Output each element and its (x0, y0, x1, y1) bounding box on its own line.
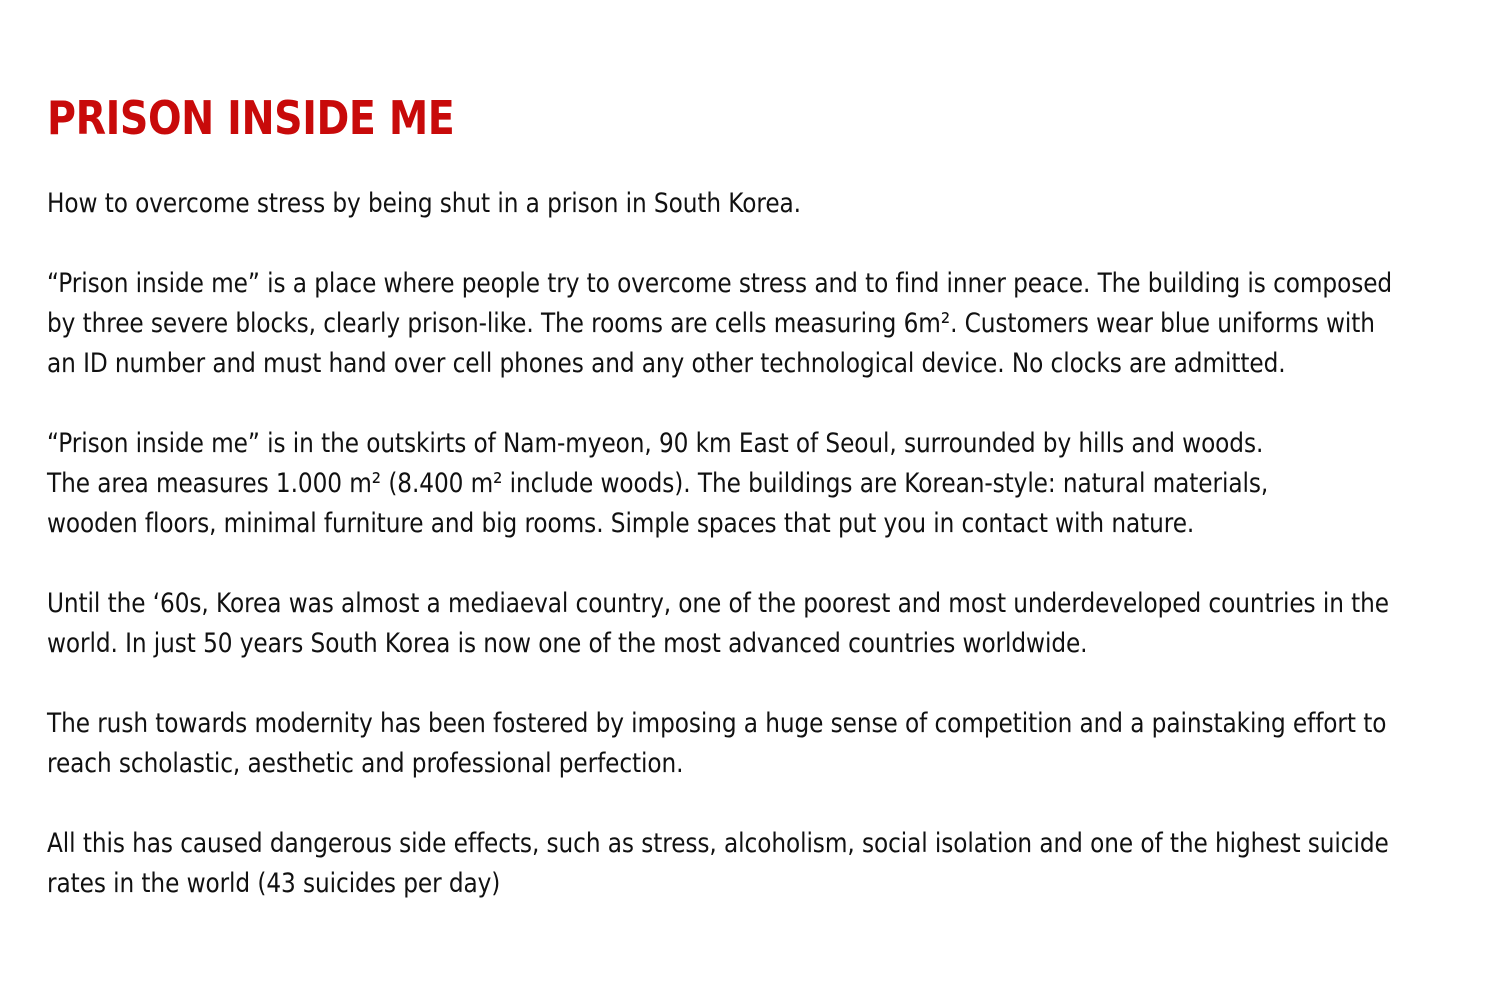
paragraph-line: Until the ‘60s, Korea was almost a mediaeval country, one of the poorest and most underdeveloped countries in the (47, 588, 1389, 619)
paragraph-line: How to overcome stress by being shut in a prison in South Korea. (47, 188, 801, 219)
paragraph-line: The rush towards modernity has been fostered by imposing a huge sense of competition and a painstaking effort to (47, 708, 1387, 739)
paragraph-description (47, 264, 1457, 384)
paragraph-line: reach scholastic, aesthetic and professional perfection. (47, 748, 684, 779)
paragraph-line: The area measures 1.000 m² (8.400 m² include woods). The buildings are Korean-style: natural materials, (47, 468, 1269, 499)
body-text (47, 184, 1457, 904)
page-title: PRISON INSIDE ME (47, 91, 455, 145)
paragraph-line: rates in the world (43 suicides per day) (47, 868, 501, 899)
paragraph-line: world. In just 50 years South Korea is now one of the most advanced countries worldwide. (47, 628, 1088, 659)
paragraph-line: “Prison inside me” is a place where people try to overcome stress and to find inner peace. The building is composed (47, 268, 1393, 299)
paragraph-history (47, 584, 1457, 664)
paragraph-line: by three severe blocks, clearly prison-like. The rooms are cells measuring 6m². Customers wear blue uniforms with (47, 308, 1375, 339)
paragraph-line: All this has caused dangerous side effects, such as stress, alcoholism, social isolation and one of the highest suicide (47, 828, 1389, 859)
paragraph-intro (47, 184, 1457, 224)
paragraph-line: an ID number and must hand over cell phones and any other technological device. No clocks are admitted. (47, 348, 1286, 379)
paragraph-line: “Prison inside me” is in the outskirts of Nam-myeon, 90 km East of Seoul, surrounded by hills and woods. (47, 428, 1264, 459)
paragraph-line: wooden floors, minimal furniture and big rooms. Simple spaces that put you in contact with nature. (47, 508, 1195, 539)
paragraph-side-effects (47, 824, 1457, 904)
paragraph-modernity (47, 704, 1457, 784)
paragraph-location (47, 424, 1457, 544)
